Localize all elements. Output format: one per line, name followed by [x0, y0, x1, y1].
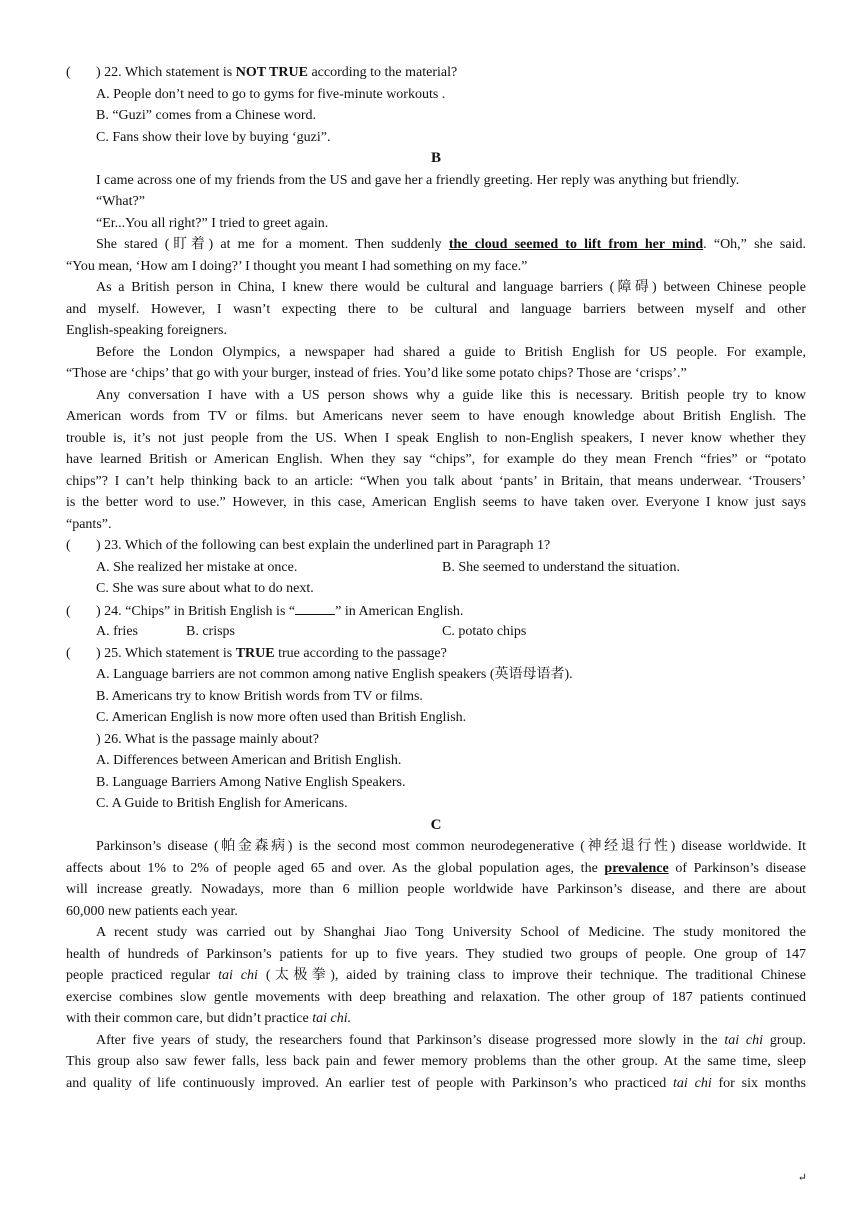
passage-b-line: and myself. However, I wasn’t expecting there to be cultural and language barriers between myself and other: [66, 301, 806, 317]
question-22-stem: ( ) 22. Which statement is NOT TRUE according to the material?: [66, 65, 458, 80]
question-26-stem: ) 26. What is the passage mainly about?: [96, 731, 319, 747]
passage-c-line: This group also saw fewer falls, less back pain and fewer memory problems than the other group. At the same time, sleep: [66, 1054, 806, 1069]
question-22-option-b: B. “Guzi” comes from a Chinese word.: [96, 108, 317, 123]
passage-c-line: affects about 1% to 2% of people aged 65 and over. As the global population ages, the prevalence of Parkinson’s disease: [66, 860, 806, 876]
question-24-stem: ( ) 24. “Chips” in British English is “ ” in American English.: [66, 600, 806, 622]
question-24-option-c: C. potato chips: [442, 624, 527, 639]
passage-b-line: chips”? I can’t help thinking back to an article: “When you talk about ‘pants’ in Britain, that means underwear. ‘Trousers’: [66, 473, 806, 489]
passage-c-line: 60,000 new patients each year.: [66, 903, 238, 919]
question-25-option-c: C. American English is now more often used than British English.: [96, 710, 467, 725]
passage-b-line: have learned British or American English. When they say “chips”, for example do they mean French “fries” or “potato: [66, 452, 806, 467]
passage-c-line: and quality of life continuously improved. An earlier test of people with Parkinson’s who practiced tai chi for six months: [66, 1075, 807, 1091]
return-mark: ↵: [797, 1172, 807, 1184]
passage-b-line: “What?”: [96, 194, 145, 209]
passage-b-line: “Those are ‘chips’ that go with your burger, instead of fries. You’d like some potato chips? Those are ‘crisps’.”: [66, 366, 687, 381]
question-26-option-c: C. A Guide to British English for Americans.: [96, 796, 348, 811]
passage-c-line: After five years of study, the researchers found that Parkinson’s disease progressed more slowly in the tai chi group.: [96, 1032, 807, 1048]
question-22-option-a: A. People don’t need to go to gyms for five-minute workouts .: [96, 86, 446, 102]
passage-b-line: “pants”.: [66, 516, 112, 532]
passage-b-line: “Er...You all right?” I tried to greet again.: [96, 215, 329, 231]
underlined-phrase: the cloud seemed to lift from her mind: [448, 237, 704, 252]
document-page: [66, 62, 806, 1094]
question-25-option-b: B. Americans try to know British words from TV or films.: [96, 688, 423, 704]
section-b-heading: B: [430, 150, 441, 166]
passage-b-line: Any conversation I have with a US person shows why a guide like this is necessary. British people try to know: [96, 387, 806, 403]
answer-blank: [295, 600, 335, 615]
question-26-option-a: A. Differences between American and British English.: [96, 753, 402, 768]
passage-b-line: American words from TV or films. but Americans never seem to have enough knowledge about British English. The: [66, 409, 806, 424]
passage-c-line: health of hundreds of Parkinson’s patients for up to five years. They studied two groups of people. One group of 147: [66, 946, 806, 962]
question-25-option-a: A. Language barriers are not common among native English speakers (英语母语者).: [96, 667, 573, 682]
passage-c-line: A recent study was carried out by Shanghai Jiao Tong University School of Medicine. The study monitored the: [96, 925, 806, 940]
question-25-stem: ( ) 25. Which statement is TRUE true according to the passage?: [66, 645, 447, 661]
passage-c-line: exercise combines slow gentle movements with deep breathing and relaxation. The other group of 187 patients continued: [66, 989, 806, 1005]
question-26-option-b: B. Language Barriers Among Native English Speakers.: [96, 774, 406, 790]
question-23-option-c: C. She was sure about what to do next.: [96, 581, 314, 596]
passage-c-line: people practiced regular tai chi (太极拳), aided by training class to improve their technique. The traditional Chinese: [66, 968, 806, 983]
passage-c-line: will increase greatly. Nowadays, more than 6 million people worldwide have Parkinson’s disease, and there are about: [66, 882, 806, 897]
question-24-option-a: A. fries: [96, 624, 138, 639]
question-24-option-b: B. crisps: [186, 624, 235, 639]
question-24-options-row: [66, 621, 806, 643]
passage-c-line: with their common care, but didn’t practice tai chi.: [66, 1011, 352, 1026]
passage-b-line: English-speaking foreigners.: [66, 323, 227, 338]
question-23-stem: ( ) 23. Which of the following can best explain the underlined part in Paragraph 1?: [66, 538, 551, 553]
passage-b-line: As a British person in China, I knew there would be cultural and language barriers (障碍) between Chinese people: [96, 280, 806, 295]
passage-b-line: Before the London Olympics, a newspaper had shared a guide to British English for US people. For example,: [96, 344, 806, 360]
passage-b-line: is the better word to use.” However, in this case, American English seems to have taken over. Everyone I know just says: [66, 495, 806, 510]
passage-c-line: Parkinson’s disease (帕金森病) is the second most common neurodegenerative (神经退行性) disease worldwide. It: [96, 839, 806, 854]
question-23-options-row: [66, 557, 806, 579]
passage-b-line: I came across one of my friends from the US and gave her a friendly greeting. Her reply was anything but friendly.: [96, 172, 740, 188]
passage-b-line: She stared (盯着) at me for a moment. Then suddenly the cloud seemed to lift from her mind. “Oh,” she said.: [96, 237, 806, 252]
question-23-option-a: A. She realized her mistake at once.: [96, 559, 298, 575]
underlined-word: prevalence: [604, 860, 669, 876]
question-23-option-b: B. She seemed to understand the situation.: [442, 559, 680, 575]
passage-b-line: trouble is, it’s not just people from the US. When I speak English to non-English speakers, I never know whether they: [66, 430, 806, 446]
section-c-heading: C: [430, 816, 442, 833]
passage-b-line: “You mean, ‘How am I doing?’ I thought you meant I had something on my face.”: [66, 258, 528, 274]
question-22-option-c: C. Fans show their love by buying ‘guzi”.: [96, 129, 331, 145]
